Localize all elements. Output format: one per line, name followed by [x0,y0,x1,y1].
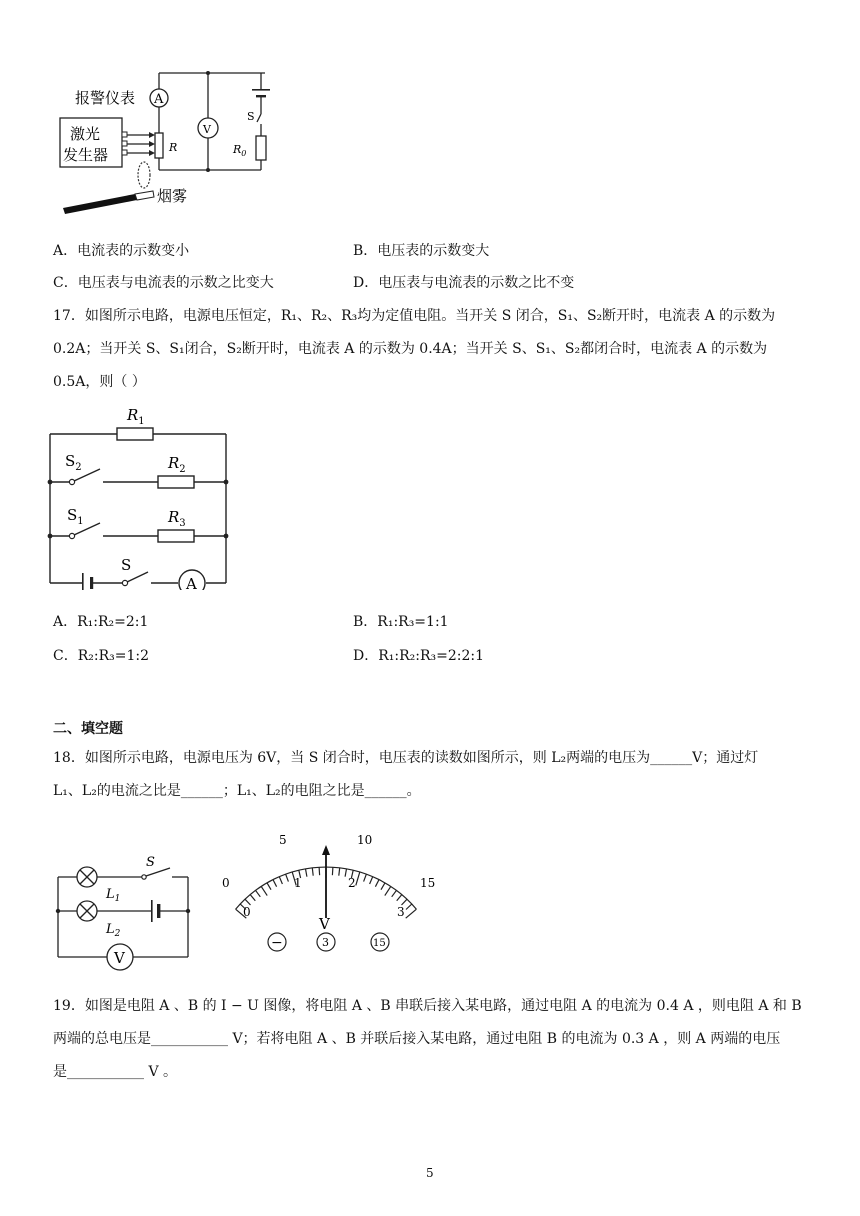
q16-option-b: B．电压表的示数变大 [353,243,490,259]
q17-option-b: B．R₁:R₃=1:1 [353,614,449,630]
dial-tick [306,869,307,877]
l1-label: $L_1$ [106,887,121,904]
dial-tick [250,895,255,901]
q19-line-2: 两端的总电压是___________ V；若将电阻 A 、B 并联后接入某电路，通过电阻 B 的电流为 0.3 A ，则 A 两端的电压 [53,1031,781,1047]
q17-line-2: 0.2A；当开关 S、S₁闭合，S₂断开时，电流表 A 的示数为 0.4A；当开关 S、S₁、S₂都闭合时，电流表 A 的示数为 [53,341,768,357]
dial-tick [364,874,367,882]
q17-line-3: 0.5A，则（ ） [53,374,146,390]
dial-tick [397,895,402,901]
needle-unit: V [319,915,330,933]
dial-tick [370,877,373,884]
dial-tick [339,868,340,876]
dial-tick [261,886,267,895]
page-number: 5 [426,1166,434,1180]
figure-smoke-alarm-circuit [55,60,295,225]
q16-option-d: D．电压表与电流表的示数之比不变 [353,275,575,291]
dial-tick [375,880,379,887]
laser-label-1: 激光 [70,125,101,143]
dial-tick [392,890,397,897]
ammeter-letter: A [186,575,197,590]
q19-line-1: 19．如图是电阻 A 、B 的 I − U 图像，将电阻 A 、B 串联后接入某电路，通过电阻 A 的电流为 0.4 A ，则电阻 A 和 B [53,998,802,1014]
s-label: S [121,556,132,574]
r0-label: $R_0$ [233,143,247,158]
switch-label: S [146,855,155,870]
q17-option-a: A．R₁:R₂=2:1 [53,614,149,630]
terminal-3: 3 [322,936,329,949]
outer-tick-5: 5 [279,833,287,847]
figure-voltmeter-dial [215,825,445,960]
terminal-minus: − [271,935,283,951]
dial-tick [345,869,346,877]
dial-tick [256,890,261,897]
voltmeter-letter: V [114,949,125,967]
q16-option-c: C．电压表与电流表的示数之比变大 [53,275,274,291]
dial-tick [286,874,289,882]
section-title: 二、填空题 [53,721,123,737]
q16-option-a: A．电流表的示数变小 [53,243,190,259]
dial-tick [273,880,277,887]
ammeter-letter: A [154,92,164,107]
r3-label: $R_3$ [168,508,186,529]
r2-label: $R_2$ [168,454,186,475]
figure-q18-circuit [50,850,200,975]
dial-tick [381,883,385,890]
r1-label: $R_1$ [127,406,145,427]
dial-tick [267,883,271,890]
outer-tick-10: 10 [357,833,373,847]
dial-tick [312,868,313,876]
laser-label-2: 发生器 [63,146,109,164]
s1-label: $S_1$ [67,506,84,527]
q17-option-c: C．R₂:R₃=1:2 [53,648,149,664]
q17-line-1: 17．如图所示电路，电源电压恒定，R₁、R₂、R₃均为定值电阻。当开关 S 闭合，S₁、S₂断开时，电流表 A 的示数为 [53,308,776,324]
smoke-label: 烟雾 [157,187,188,205]
dial-tick [356,872,360,885]
inner-tick-2: 2 [348,876,356,890]
l2-label: $L_2$ [106,922,121,939]
r-label: R [169,141,178,154]
outer-tick-0: 0 [222,876,230,890]
inner-tick-3: 3 [397,905,405,919]
q17-option-d: D．R₁:R₂:R₃=2:2:1 [353,648,485,664]
voltmeter-letter: V [203,123,211,136]
figure-q17-circuit [45,400,235,590]
dial-tick [279,877,282,884]
dial-tick [319,867,320,875]
outer-tick-15: 15 [420,876,436,890]
inner-tick-0: 0 [243,905,251,919]
switch-label: S [247,110,255,123]
meter-label: 报警仪表 [75,89,136,107]
smoke-icon [138,162,150,188]
q19-line-3: 是___________ V 。 [53,1064,178,1080]
dial-tick [385,886,391,895]
inner-tick-1: 1 [294,876,302,890]
q18-line-2: L₁、L₂的电流之比是______；L₁、L₂的电阻之比是______。 [53,783,421,799]
dial-tick [406,909,417,918]
dial-tick [332,867,333,875]
terminal-15: 15 [373,938,386,949]
q18-line-1: 18．如图所示电路，电源电压为 6V，当 S 闭合时，电压表的读数如图所示，则 L₂两端的电压为______V；通过灯 [53,750,759,766]
dial-tick [406,904,412,910]
cigarette-icon [63,191,154,214]
s2-label: $S_2$ [65,452,82,473]
